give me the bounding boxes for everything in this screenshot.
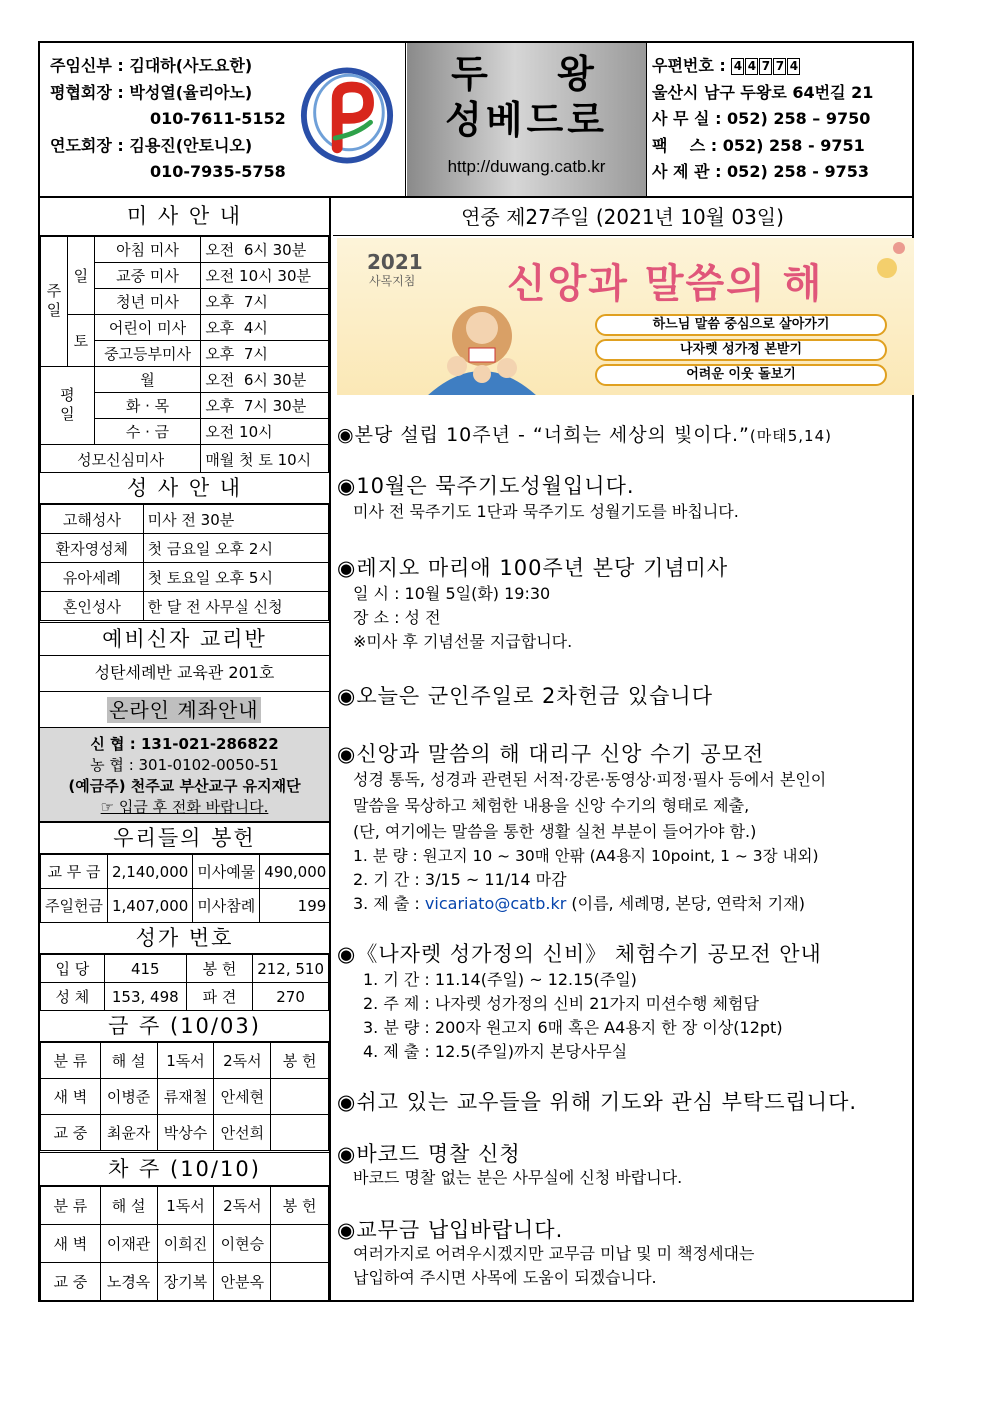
duty-cell: 교 중	[41, 1263, 101, 1301]
catechumen-title: 예비신자 교리반	[40, 622, 329, 656]
address: 울산시 남구 두왕로 64번길 21	[652, 82, 874, 102]
notice-legio-place: 장 소 : 성 전	[353, 608, 441, 627]
duty-header: 해 설	[100, 1043, 157, 1079]
postcode	[652, 53, 912, 80]
hymn-label: 성 체	[41, 983, 105, 1011]
yeondo-phone: 010-7935-5758	[150, 162, 286, 181]
postcode-digit: 7	[759, 58, 772, 75]
offering-value: 490,000	[260, 855, 331, 889]
mass-name: 중고등부미사	[94, 341, 201, 367]
sacrament-title: 성 사 안 내	[40, 472, 329, 504]
left-column	[40, 198, 331, 1302]
duty-header: 해 설	[100, 1187, 157, 1225]
notice-nazareth-detail: 3. 분 량 : 200자 원고지 6매 혹은 A4용지 한 장 이상(12pt)	[363, 1018, 783, 1037]
bulletin-page	[38, 41, 914, 1302]
postcode-boxes	[731, 56, 801, 75]
notice-tithe-detail: 납입하여 주시면 사목에 도움이 되겠습니다.	[353, 1268, 657, 1287]
duty-cell	[271, 1115, 329, 1151]
notice-contest-detail: 성경 통독, 성경과 관련된 서적·강론·동영상·피정·필사 등에서 본인이	[353, 770, 827, 789]
heart-mass-name: 성모신심미사	[41, 445, 201, 475]
duty-cell: 장기복	[157, 1263, 214, 1301]
mass-name: 아침 미사	[94, 237, 201, 263]
offering-label: 미사참례	[193, 889, 260, 923]
right-column	[333, 198, 912, 1302]
mass-time: 오후 7시 30분	[201, 393, 329, 419]
notice-legio-date: 일 시 : 10월 5일(화) 19:30	[353, 584, 551, 603]
notice-contest-amount: 1. 분 량 : 원고지 10 ~ 30매 안팎 (A4용지 10point, 1 ~ 3장 내외)	[353, 847, 819, 865]
duty-header: 2독서	[214, 1043, 271, 1079]
hymn-number: 270	[253, 983, 329, 1011]
offering-table	[40, 854, 331, 923]
hymn-number: 153, 498	[104, 983, 186, 1011]
notice-barcode-detail: 바코드 명찰 없는 분은 사무실에 신청 바랍니다.	[353, 1168, 683, 1187]
notice-rosary-detail: 미사 전 묵주기도 1단과 묵주기도 성월기도를 바칩니다.	[353, 502, 739, 521]
offering-value: 1,407,000	[107, 889, 192, 923]
duty-cell: 이희진	[157, 1225, 214, 1263]
submit-note: (이름, 세례명, 본당, 연락처 기재)	[566, 894, 805, 913]
sacrament-time: 미사 전 30분	[143, 505, 328, 534]
thisweek-table	[40, 1042, 329, 1151]
account-holder: (예금주) 천주교 부산교구 유지재단	[68, 777, 301, 795]
duty-cell: 이현승	[214, 1225, 271, 1263]
priest-name: 주임신부 : 김대하(사도요한)	[50, 56, 253, 75]
sunday-label: 주일	[41, 237, 68, 367]
notice-prayer: ◉쉬고 있는 교우들을 위해 기도와 관심 부탁드립니다.	[337, 1090, 858, 1114]
office-phone: 사 무 실 : 052) 258 – 9750	[652, 109, 871, 128]
notice-nazareth-detail: 4. 제 출 : 12.5(주일)까지 본당사무실	[363, 1042, 628, 1061]
duty-cell: 안선희	[214, 1115, 271, 1151]
mass-day: 수 · 금	[94, 419, 201, 445]
mass-name: 교중 미사	[94, 263, 201, 289]
mass-day: 화 · 목	[94, 393, 201, 419]
council-name: 평협회장 : 박성열(율리아노)	[50, 82, 253, 102]
mass-time: 오전 10시	[201, 419, 329, 445]
offering-value: 199	[260, 889, 331, 923]
notice-contest-detail: 말씀을 묵상하고 체험한 내용을 신앙 수기의 형태로 제출,	[353, 796, 750, 815]
rectory-phone: 사 제 관 : 052) 258 - 9753	[652, 162, 870, 181]
duty-cell: 류재철	[157, 1079, 214, 1115]
postcode-label: 우편번호 :	[652, 56, 726, 75]
mass-name: 어린이 미사	[94, 315, 201, 341]
notice-source: (마태5,14)	[749, 427, 832, 445]
sacrament-name: 혼인성사	[41, 592, 144, 621]
yeondo-name: 연도회장 : 김용진(안토니오)	[50, 135, 253, 155]
postcode-digit: 4	[731, 58, 744, 75]
notice-barcode: ◉바코드 명찰 신청	[337, 1142, 521, 1166]
hymn-label: 봉 헌	[186, 955, 252, 983]
sacrament-time: 첫 금요일 오후 2시	[143, 534, 328, 563]
mass-time: 오전 10시 30분	[201, 263, 329, 289]
duty-header: 1독서	[157, 1043, 214, 1079]
postcode-digit: 4	[787, 58, 800, 75]
mass-time: 오전 6시 30분	[201, 367, 329, 393]
offering-label: 미사예물	[193, 855, 260, 889]
liturgical-date: 연중 제27주일 (2021년 10월 03일)	[333, 198, 912, 236]
duty-cell: 이병준	[100, 1079, 157, 1115]
notice-tithe-detail: 여러가지로 어려우시겠지만 교무금 미납 및 미 책정세대는	[353, 1244, 755, 1263]
holy-family-illustration-icon	[407, 296, 557, 395]
duty-header: 봉 헌	[271, 1187, 329, 1225]
mass-time: 오전 6시 30분	[201, 237, 329, 263]
notice-tithe: ◉교무금 납입바랍니다.	[337, 1218, 564, 1242]
banner-sub: 사목지침	[369, 274, 416, 288]
header-address	[652, 53, 912, 186]
offering-title: 우리들의 봉헌	[40, 822, 329, 854]
banner-year: 2021	[367, 250, 423, 274]
parish-title-line2: 성베드로	[445, 98, 608, 142]
thisweek-title: 금 주 (10/03)	[40, 1010, 329, 1042]
postcode-digit: 4	[745, 58, 758, 75]
hymn-label: 파 견	[186, 983, 252, 1011]
parish-title-block	[407, 43, 647, 196]
notice-contest-submit	[353, 892, 805, 916]
duty-cell	[271, 1225, 329, 1263]
offering-label: 교 무 금	[41, 855, 108, 889]
duty-cell: 최윤자	[100, 1115, 157, 1151]
sun-label: 일	[67, 237, 94, 315]
decor-dot-icon	[877, 258, 897, 278]
notice-contest-detail: (단, 여기에는 말씀을 통한 생활 실천 부분이 들어가야 함.)	[353, 822, 757, 841]
parish-title-line1: 두 왕	[451, 52, 622, 96]
banner-slogan: 신앙과 말씀의 해	[507, 260, 824, 307]
duty-cell: 안분옥	[214, 1263, 271, 1301]
account-title-box	[40, 692, 329, 728]
duty-cell: 새 벽	[41, 1079, 101, 1115]
submit-label: 3. 제 출 :	[353, 894, 425, 913]
mass-table	[40, 236, 329, 475]
duty-cell: 박상수	[157, 1115, 214, 1151]
banner-item: 어려운 이웃 돌보기	[595, 364, 887, 386]
duty-header: 봉 헌	[271, 1043, 329, 1079]
sacrament-name: 환자영성체	[41, 534, 144, 563]
account-title: 온라인 계좌안내	[109, 698, 259, 722]
hymn-label: 입 당	[41, 955, 105, 983]
notice-military: ◉오늘은 군인주일로 2차헌금 있습니다	[337, 684, 713, 708]
notice-rosary: ◉10월은 묵주기도성월입니다.	[337, 474, 635, 498]
duty-header: 1독서	[157, 1187, 214, 1225]
notice-nazareth-detail: 1. 기 간 : 11.14(주일) ~ 12.15(주일)	[363, 970, 637, 989]
sat-label: 토	[67, 315, 94, 367]
notice-anniversary	[337, 420, 832, 447]
hymn-title: 성가 번호	[40, 922, 329, 954]
catechumen-info: 성탄세례반 교육관 201호	[40, 656, 329, 692]
notice-contest: ◉신앙과 말씀의 해 대리구 신앙 수기 공모전	[337, 742, 765, 766]
council-phone: 010-7611-5152	[150, 109, 286, 128]
heart-mass-time: 매월 첫 토 10시	[201, 445, 329, 475]
hymn-number: 212, 510	[253, 955, 329, 983]
sacrament-name: 고해성사	[41, 505, 144, 534]
duty-header: 2독서	[214, 1187, 271, 1225]
duty-cell: 새 벽	[41, 1225, 101, 1263]
duty-cell	[271, 1263, 329, 1301]
mass-time: 오후 4시	[201, 315, 329, 341]
notice-legio-gift: ※미사 후 기념선물 지급합니다.	[353, 632, 573, 651]
duty-cell: 노경옥	[100, 1263, 157, 1301]
notice-nazareth-detail: 2. 주 제 : 나자렛 성가정의 신비 21가지 미션수행 체험담	[363, 994, 759, 1013]
header	[40, 43, 912, 198]
weekday-label: 평일	[41, 367, 95, 445]
mass-time: 오후 7시	[201, 341, 329, 367]
decor-dot-icon	[893, 242, 905, 254]
parish-url[interactable]: http://duwang.catb.kr	[447, 157, 606, 176]
nextweek-title: 차 주 (10/10)	[40, 1152, 329, 1186]
nextweek-table	[40, 1186, 329, 1301]
account-shinhyup: 신 협 : 131-021-286822	[90, 735, 279, 753]
contest-email-link[interactable]: vicariato@catb.kr	[424, 894, 567, 913]
duty-cell: 안세현	[214, 1079, 271, 1115]
notice-contest-period: 2. 기 간 : 3/15 ~ 11/14 마감	[353, 870, 567, 889]
header-contacts	[40, 43, 406, 196]
mass-time: 오후 7시	[201, 289, 329, 315]
duty-header: 분 류	[41, 1187, 101, 1225]
banner-item: 나자렛 성가정 본받기	[595, 339, 887, 361]
sacrament-table	[40, 504, 329, 621]
notice-text: ◉본당 설립 10주년 - “너희는 세상의 빛이다.”	[337, 424, 750, 446]
mass-day: 월	[94, 367, 201, 393]
account-nonghyup: 농 협 : 301-0102-0050-51	[90, 756, 279, 774]
sacrament-time: 한 달 전 사무실 신청	[143, 592, 328, 621]
pastoral-banner	[337, 238, 914, 395]
banner-item: 하느님 말씀 중심으로 살아가기	[595, 314, 887, 336]
sacrament-name: 유아세례	[41, 563, 144, 592]
duty-cell: 이재관	[100, 1225, 157, 1263]
mass-title: 미 사 안 내	[40, 198, 329, 236]
hymn-table	[40, 954, 329, 1011]
fax-number: 팩 스 : 052) 258 - 9751	[652, 135, 865, 155]
offering-label: 주일헌금	[41, 889, 108, 923]
offering-value: 2,140,000	[107, 855, 192, 889]
postcode-digit: 7	[773, 58, 786, 75]
parish-logo-icon	[298, 61, 396, 166]
sacrament-time: 첫 토요일 오후 5시	[143, 563, 328, 592]
account-info	[40, 728, 329, 822]
account-note: ☞ 입금 후 전화 바랍니다.	[100, 798, 269, 816]
notice-legio: ◉레지오 마리애 100주년 본당 기념미사	[337, 556, 729, 580]
duty-cell	[271, 1079, 329, 1115]
hymn-number: 415	[104, 955, 186, 983]
notice-nazareth: ◉《나자렛 성가정의 신비》 체험수기 공모전 안내	[337, 942, 822, 966]
duty-header: 분 류	[41, 1043, 101, 1079]
mass-name: 청년 미사	[94, 289, 201, 315]
duty-cell: 교 중	[41, 1115, 101, 1151]
